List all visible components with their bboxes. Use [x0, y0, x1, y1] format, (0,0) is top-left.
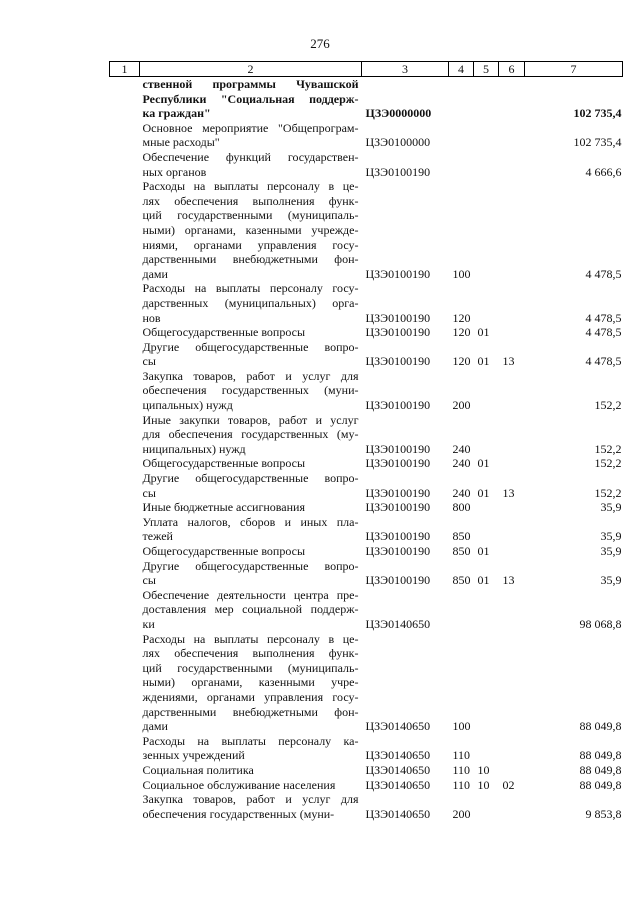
row-section — [474, 369, 499, 413]
row-amount: 9 853,8 — [585, 806, 622, 821]
row-name-line: Другие общегосударственные вопро- — [142, 558, 359, 573]
row-amount: 4 666,6 — [585, 164, 622, 179]
row-name-line: Иные закупки товаров, работ и услуг — [142, 412, 359, 427]
row-name-line: Обеспечение функций государствен- — [142, 149, 359, 164]
row-name-line: дарственными внебюджетными фон- — [142, 704, 359, 719]
row-amount: 35,9 — [600, 529, 622, 544]
row-name-line: Закупка товаров, работ и услуг для — [142, 368, 359, 383]
header-col-1: 1 — [110, 62, 140, 77]
table-row — [110, 471, 623, 500]
row-name-line: Расходы на выплаты персоналу в це- — [142, 631, 359, 646]
row-subsection: 13 — [502, 485, 515, 500]
row-amount: 4 478,5 — [585, 266, 622, 281]
row-code: ЦЗЭ0140650 — [365, 616, 431, 631]
row-name-line: дарственных (муниципальных) орга- — [142, 295, 359, 310]
row-name — [140, 500, 362, 515]
table-row — [110, 559, 623, 588]
row-amount: 35,9 — [600, 544, 622, 558]
row-subsection — [499, 792, 525, 821]
row-section — [474, 150, 499, 179]
table-row — [110, 121, 623, 150]
row-amount: 88 049,8 — [579, 748, 622, 763]
row-code: ЦЗЭ0100190 — [365, 398, 431, 413]
row-code: ЦЗЭ0100190 — [365, 164, 431, 179]
row-subsection — [499, 515, 525, 544]
row-section — [474, 588, 499, 632]
row-amount: 152,2 — [594, 456, 622, 471]
row-code: ЦЗЭ0100190 — [365, 266, 431, 281]
row-blank-cell — [110, 179, 140, 281]
row-name-line: ными) органами, казенными учрежде- — [142, 222, 359, 237]
row-name-line: Социальная политика — [142, 762, 254, 777]
header-col-3: 3 — [362, 62, 449, 77]
row-name — [140, 340, 362, 369]
table-row — [110, 179, 623, 281]
row-expense-type — [449, 150, 474, 179]
row-expense-type: 110 — [452, 777, 471, 792]
row-name — [140, 544, 362, 559]
row-expense-type: 240 — [452, 456, 471, 471]
table-row — [110, 778, 623, 793]
row-blank-cell — [110, 413, 140, 457]
row-name-line: Обеспечение деятельности центра пре- — [142, 587, 359, 602]
row-section: 01 — [477, 573, 490, 588]
row-code: ЦЗЭ0100000 — [365, 135, 431, 150]
row-code: ЦЗЭ0140650 — [365, 762, 431, 777]
row-name-line: дарственными внебюджетными фон- — [142, 252, 359, 267]
row-blank-cell — [110, 792, 140, 821]
row-code: ЦЗЭ0140650 — [365, 806, 431, 821]
row-subsection — [499, 150, 525, 179]
table-row — [110, 588, 623, 632]
row-subsection — [499, 281, 525, 325]
row-name — [140, 456, 362, 471]
row-section — [474, 632, 499, 734]
header-col-5: 5 — [474, 62, 499, 77]
table-row — [110, 413, 623, 457]
header-col-4: 4 — [449, 62, 474, 77]
row-section: 01 — [477, 485, 490, 500]
table-header-row — [110, 62, 623, 77]
row-expense-type: 100 — [452, 719, 471, 734]
table-row — [110, 632, 623, 734]
row-name-line: Общегосударственные вопросы — [142, 456, 306, 471]
row-expense-type: 240 — [452, 441, 471, 456]
row-blank-cell — [110, 369, 140, 413]
budget-table — [109, 61, 623, 821]
row-section — [474, 281, 499, 325]
row-code: ЦЗЭ0100190 — [365, 325, 431, 340]
row-name-line: сы — [142, 485, 156, 500]
row-name — [140, 413, 362, 457]
row-name-line: ниципальных) нужд — [142, 441, 246, 456]
row-amount: 102 735,4 — [573, 106, 622, 121]
row-subsection — [499, 121, 525, 150]
row-subsection — [499, 369, 525, 413]
row-name — [140, 369, 362, 413]
row-name-line: Социальное обслуживание населения — [142, 777, 336, 792]
row-code: ЦЗЭ0100190 — [365, 310, 431, 325]
row-blank-cell — [110, 121, 140, 150]
row-blank-cell — [110, 515, 140, 544]
row-code: ЦЗЭ0100190 — [365, 544, 431, 558]
row-name-line: обеспечения государственных (муни- — [142, 806, 335, 821]
row-section: 01 — [477, 354, 490, 369]
row-section — [474, 179, 499, 281]
row-name — [140, 121, 362, 150]
table-row — [110, 456, 623, 471]
header-col-2: 2 — [140, 62, 362, 77]
table-row — [110, 792, 623, 821]
row-subsection — [499, 179, 525, 281]
row-name-line: ственной программы Чувашской — [142, 77, 359, 91]
row-name-line: сы — [142, 354, 156, 369]
row-name-line: ниями, органами управления госу- — [142, 237, 359, 252]
table-row — [110, 763, 623, 778]
row-amount: 4 478,5 — [585, 325, 622, 340]
row-name-line: Общегосударственные вопросы — [142, 544, 306, 558]
row-name — [140, 559, 362, 588]
row-code: ЦЗЭ0100190 — [365, 456, 431, 471]
table-body — [110, 77, 623, 822]
row-name-line: Расходы на выплаты персоналу ка- — [142, 733, 359, 748]
row-code: ЦЗЭ0140650 — [365, 719, 431, 734]
row-name-line: Основное мероприятие "Общепрограм- — [142, 120, 359, 135]
table-row — [110, 325, 623, 340]
row-expense-type: 850 — [452, 573, 471, 588]
row-section — [474, 515, 499, 544]
page-number: 276 — [310, 36, 330, 51]
row-name-line: Расходы на выплаты персоналу в це- — [142, 179, 359, 194]
row-subsection — [499, 456, 525, 471]
row-expense-type — [449, 77, 474, 121]
row-name — [140, 325, 362, 340]
row-name-line: ций государственными (муниципаль- — [142, 208, 359, 223]
table-row — [110, 734, 623, 763]
row-subsection — [499, 77, 525, 121]
row-blank-cell — [110, 77, 140, 121]
row-name-line: ципальных) нужд — [142, 398, 233, 413]
row-name-line: дами — [142, 266, 168, 281]
row-blank-cell — [110, 150, 140, 179]
row-amount: 98 068,8 — [579, 616, 622, 631]
header-col-7: 7 — [525, 62, 623, 77]
row-expense-type: 850 — [452, 529, 471, 544]
row-subsection — [499, 632, 525, 734]
header-col-6: 6 — [499, 62, 525, 77]
row-name — [140, 471, 362, 500]
row-name-line: ждениями, органами управления госу- — [142, 689, 359, 704]
row-name — [140, 179, 362, 281]
row-name-line: мные расходы" — [142, 135, 220, 150]
row-subsection: 13 — [502, 573, 515, 588]
row-code: ЦЗЭ0100190 — [365, 529, 431, 544]
row-code: ЦЗЭ0100190 — [365, 485, 431, 500]
row-name-line: зенных учреждений — [142, 748, 245, 763]
row-expense-type: 100 — [452, 266, 471, 281]
row-expense-type: 240 — [452, 485, 471, 500]
row-name-line: лях обеспечения выполнения функ- — [142, 193, 359, 208]
row-expense-type: 110 — [452, 748, 471, 763]
row-subsection — [499, 413, 525, 457]
row-blank-cell — [110, 544, 140, 559]
row-section — [474, 734, 499, 763]
row-code: ЦЗЭ0100190 — [365, 500, 431, 515]
row-subsection — [499, 763, 525, 778]
row-code: ЦЗЭ0140650 — [365, 777, 431, 792]
row-expense-type: 110 — [452, 762, 471, 777]
row-name — [140, 515, 362, 544]
row-blank-cell — [110, 500, 140, 515]
row-subsection — [499, 325, 525, 340]
row-name-line: нов — [142, 310, 161, 325]
table-row — [110, 150, 623, 179]
row-name-line: для обеспечения государственных (му- — [142, 427, 359, 442]
row-subsection — [499, 734, 525, 763]
row-subsection: 13 — [502, 354, 515, 369]
table-row — [110, 77, 623, 121]
row-section — [474, 500, 499, 515]
row-name-line: лях обеспечения выполнения функ- — [142, 646, 359, 661]
table-row — [110, 515, 623, 544]
row-amount: 88 049,8 — [579, 719, 622, 734]
row-name-line: Республики "Социальная поддерж- — [142, 91, 359, 106]
row-name-line: сы — [142, 573, 156, 588]
row-amount: 102 735,4 — [573, 135, 622, 150]
row-expense-type: 850 — [452, 544, 471, 558]
row-blank-cell — [110, 559, 140, 588]
row-subsection: 02 — [502, 777, 515, 792]
row-code: ЦЗЭ0000000 — [365, 106, 432, 121]
row-section — [474, 121, 499, 150]
row-section: 10 — [477, 762, 490, 777]
row-name — [140, 792, 362, 821]
row-name — [140, 632, 362, 734]
row-name-line: тежей — [142, 529, 173, 544]
row-amount: 152,2 — [594, 398, 622, 413]
table-row — [110, 281, 623, 325]
row-code: ЦЗЭ0100190 — [365, 354, 431, 369]
row-amount: 152,2 — [594, 485, 622, 500]
row-name — [140, 281, 362, 325]
row-name — [140, 734, 362, 763]
row-name-line: ций государственными (муниципаль- — [142, 660, 359, 675]
row-expense-type — [449, 588, 474, 632]
row-name-line: ка граждан" — [142, 106, 211, 121]
row-section: 01 — [477, 456, 490, 471]
row-expense-type: 120 — [452, 310, 471, 325]
row-name — [140, 588, 362, 632]
row-section: 10 — [477, 777, 490, 792]
row-subsection — [499, 544, 525, 559]
row-blank-cell — [110, 340, 140, 369]
row-name-line: Общегосударственные вопросы — [142, 325, 306, 340]
row-name-line: Уплата налогов, сборов и иных пла- — [142, 514, 359, 529]
row-amount: 4 478,5 — [585, 310, 622, 325]
row-name-line: ных органов — [142, 164, 207, 179]
row-amount: 88 049,8 — [579, 762, 622, 777]
row-code: ЦЗЭ0100190 — [365, 573, 431, 588]
row-section: 01 — [477, 325, 490, 340]
row-expense-type: 120 — [452, 354, 471, 369]
row-expense-type: 200 — [452, 806, 471, 821]
row-amount: 35,9 — [600, 573, 622, 588]
row-subsection — [499, 588, 525, 632]
row-name — [140, 778, 362, 793]
row-section — [474, 792, 499, 821]
row-expense-type: 800 — [452, 500, 471, 515]
row-blank-cell — [110, 778, 140, 793]
row-name-line: Закупка товаров, работ и услуг для — [142, 792, 359, 807]
row-name-line: дами — [142, 719, 168, 734]
row-expense-type — [449, 121, 474, 150]
row-name-line: ными) органами, казенными учре- — [142, 675, 359, 690]
row-amount: 4 478,5 — [585, 354, 622, 369]
row-name-line: ки — [142, 616, 155, 631]
table-row — [110, 544, 623, 559]
row-blank-cell — [110, 588, 140, 632]
row-name — [140, 150, 362, 179]
row-blank-cell — [110, 471, 140, 500]
row-code: ЦЗЭ0140650 — [365, 748, 431, 763]
row-subsection — [499, 500, 525, 515]
table-row — [110, 500, 623, 515]
row-amount: 35,9 — [600, 500, 622, 515]
row-blank-cell — [110, 456, 140, 471]
table-row — [110, 340, 623, 369]
row-section — [474, 77, 499, 121]
row-name — [140, 77, 362, 121]
row-blank-cell — [110, 325, 140, 340]
row-name-line: Расходы на выплаты персоналу госу- — [142, 281, 359, 296]
row-name-line: обеспечения государственных (муни- — [142, 383, 359, 398]
row-code: ЦЗЭ0100190 — [365, 441, 431, 456]
row-name-line: Другие общегосударственные вопро- — [142, 339, 359, 354]
row-expense-type: 200 — [452, 398, 471, 413]
row-name-line: доставления мер социальной поддерж- — [142, 602, 359, 617]
row-blank-cell — [110, 281, 140, 325]
row-blank-cell — [110, 763, 140, 778]
row-name-line: Иные бюджетные ассигнования — [142, 500, 305, 515]
table-row — [110, 369, 623, 413]
row-section — [474, 413, 499, 457]
row-name — [140, 763, 362, 778]
row-blank-cell — [110, 632, 140, 734]
row-section: 01 — [477, 544, 490, 558]
row-amount: 152,2 — [594, 441, 622, 456]
row-expense-type: 120 — [452, 325, 471, 340]
row-blank-cell — [110, 734, 140, 763]
row-name-line: Другие общегосударственные вопро- — [142, 471, 359, 486]
row-amount: 88 049,8 — [579, 777, 622, 792]
